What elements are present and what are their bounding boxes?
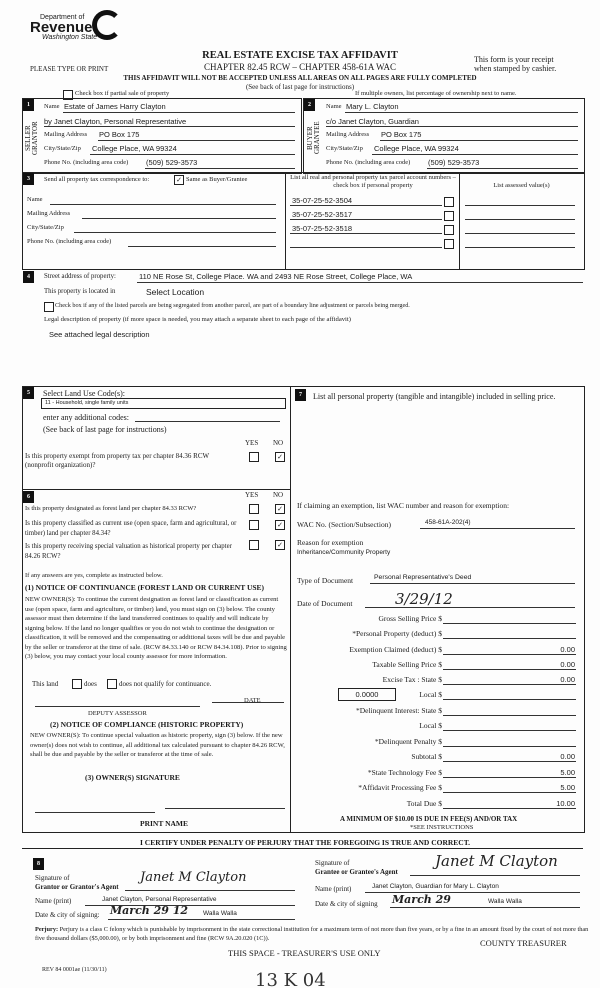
section-number-2: 2 xyxy=(304,99,315,111)
parcel-header: List all real and personal property tax parcel account numbers – check box if personal property xyxy=(290,174,456,189)
total-due-label: Total Due $ xyxy=(406,799,442,808)
reason-field[interactable]: Inheritance/Community Property xyxy=(297,549,391,556)
does-not-label: does not qualify for continuance. xyxy=(119,680,212,688)
compliance-title: (2) NOTICE OF COMPLIANCE (HISTORIC PROPERTY) xyxy=(50,720,244,729)
deputy-assessor-label: DEPUTY ASSESSOR xyxy=(88,710,147,717)
form-chapter: CHAPTER 82.45 RCW – CHAPTER 458-61A WAC xyxy=(204,62,396,72)
land-use-code-select[interactable]: 11 - Household, single family units xyxy=(41,398,286,409)
segregated-checkbox[interactable] xyxy=(44,302,54,312)
nonprofit-no-checkbox[interactable]: ✓ xyxy=(275,452,285,462)
corr-phone-label: Phone No. (including area code) xyxy=(27,238,112,245)
forest-no-checkbox[interactable]: ✓ xyxy=(275,504,285,514)
grantee-signature-label: Signature of xyxy=(315,859,350,867)
continuance-title: (1) NOTICE OF CONTINUANCE (FOREST LAND OR CURRENT USE) xyxy=(25,583,265,592)
current-use-yes-checkbox[interactable] xyxy=(249,520,259,530)
location-select[interactable]: Select Location xyxy=(146,287,205,297)
personal-property-deduct-label: *Personal Property (deduct) $ xyxy=(352,629,442,638)
buyer-name2-field[interactable]: c/o Janet Clayton, Guardian xyxy=(326,117,419,126)
exemption-claimed-field[interactable]: 0.00 xyxy=(560,645,575,654)
line xyxy=(290,247,442,248)
section-number-7: 7 xyxy=(295,389,306,401)
assessed-header: List assessed value(s) xyxy=(493,182,550,189)
section-number-3: 3 xyxy=(23,173,34,185)
does-qualify-checkbox[interactable] xyxy=(72,679,82,689)
section-number-4: 4 xyxy=(23,271,34,283)
personal-property-checkbox[interactable] xyxy=(444,239,454,249)
doc-type-label: Type of Document xyxy=(297,576,354,585)
forest-yes-checkbox[interactable] xyxy=(249,504,259,514)
line xyxy=(420,528,575,529)
located-in-label: This property is located in xyxy=(44,288,116,295)
personal-property-checkbox[interactable] xyxy=(444,197,454,207)
grantor-name-label: Name (print) xyxy=(35,897,72,905)
delinquent-interest-state-label: *Delinquent Interest: State $ xyxy=(355,706,442,715)
certify-statement: I CERTIFY UNDER PENALTY OF PERJURY THAT THE FOREGOING IS TRUE AND CORRECT. xyxy=(140,838,471,847)
historic-no-checkbox[interactable]: ✓ xyxy=(275,540,285,550)
additional-codes-field[interactable] xyxy=(135,421,280,422)
line xyxy=(145,168,295,169)
parcel-number[interactable]: 35-07-25-52-3518 xyxy=(292,224,353,233)
total-due-field[interactable]: 10.00 xyxy=(556,799,575,808)
assessed-value-field[interactable] xyxy=(465,233,575,234)
corr-address-label: Mailing Address xyxy=(27,210,71,217)
nonprofit-yes-checkbox[interactable] xyxy=(249,452,259,462)
seller-address-field[interactable]: PO Box 175 xyxy=(99,130,140,139)
buyer-phone-field[interactable]: (509) 529-3573 xyxy=(428,158,480,167)
current-use-no-checkbox[interactable]: ✓ xyxy=(275,520,285,530)
affidavit-processing-fee-label: *Affidavit Processing Fee $ xyxy=(358,783,442,792)
section-number-1: 1 xyxy=(23,99,34,111)
line xyxy=(90,154,295,155)
exemption-claimed-label: Exemption Claimed (deduct) $ xyxy=(349,645,442,654)
historic-yes-checkbox[interactable] xyxy=(249,540,259,550)
multiple-owners-note: If multiple owners, list percentage of ownership next to name. xyxy=(355,90,517,97)
divider xyxy=(22,848,583,849)
same-as-buyer-checkbox[interactable]: ✓ xyxy=(174,175,184,185)
segregated-label: Check box if any of the listed parcels are being segregated from another parcel, are part of a boundary line adjustment or parcels being merged. xyxy=(55,302,410,309)
divider xyxy=(285,172,286,269)
owner-signature-line[interactable] xyxy=(35,812,155,813)
owner-signature-title: (3) OWNER(S) SIGNATURE xyxy=(85,773,180,782)
warning-text: THIS AFFIDAVIT WILL NOT BE ACCEPTED UNLESS ALL AREAS ON ALL PAGES ARE FULLY COMPLETED xyxy=(123,74,477,82)
subtotal-field[interactable]: 0.00 xyxy=(560,752,575,761)
excise-local-label: Local $ xyxy=(419,690,442,699)
perjury-text: Perjury is a class C felony which is punishable by imprisonment in the state correctional institution for a maximum term of not more than five years, or by a fine in an amount fixed by the court of not more than five thousand dollars ($5,000.00), or by both imprisonment and fine (RCW 9A.20.020 (1C)). xyxy=(35,926,589,942)
affidavit-processing-fee-field[interactable]: 5.00 xyxy=(560,783,575,792)
legal-description-label: Legal description of property (if more space is needed, you may attach a separate sheet to each page of the affidavit) xyxy=(44,316,351,323)
grantee-name-field[interactable]: Janet Clayton, Guardian for Mary L. Clayton xyxy=(372,883,499,890)
buyer-address-label: Mailing Address xyxy=(326,131,370,138)
no-header: NO xyxy=(273,439,284,447)
yes-header: YES xyxy=(245,491,259,499)
state-technology-fee-field[interactable]: 5.00 xyxy=(560,768,575,777)
line xyxy=(410,875,580,876)
deputy-assessor-signature-line[interactable] xyxy=(35,706,200,707)
doc-date-label: Date of Document xyxy=(297,599,353,608)
seller-name-line xyxy=(63,112,295,113)
grantee-name-label: Name (print) xyxy=(315,885,352,893)
line xyxy=(290,233,442,234)
parcel-number[interactable]: 35-07-25-52-3504 xyxy=(292,196,353,205)
logo-revenue: Revenue xyxy=(30,19,93,36)
corr-city-field[interactable] xyxy=(74,232,276,233)
same-as-buyer-label: Same as Buyer/Grantee xyxy=(186,176,248,183)
grantor-signature[interactable]: Janet M Clayton xyxy=(140,870,247,885)
delinquent-penalty-label: *Delinquent Penalty $ xyxy=(374,737,442,746)
owner-signature-line[interactable] xyxy=(165,808,285,809)
line xyxy=(125,890,295,891)
current-use-question: Is this property classified as current use (open space, farm and agricultural, or timber) land per chapter 84.34? xyxy=(25,520,237,537)
seller-city-field[interactable]: College Place, WA 99324 xyxy=(92,144,177,153)
exemption-label: If claiming an exemption, list WAC number and reason for exemption: xyxy=(297,501,510,510)
wac-field[interactable]: 458-61A-202(4) xyxy=(425,519,471,526)
compliance-text: NEW OWNER(S): To continue special valuation as historic property, sign (3) below. If the new owner(s) does not wish to continue, all additional tax calculated pursuant to chapter 84.26 RCW, shall be due and payable by the seller or transferor at the time of sale. xyxy=(30,732,285,758)
assessed-value-field[interactable] xyxy=(465,219,575,220)
grantor-city-field[interactable]: Walla Walla xyxy=(203,910,237,917)
please-print: PLEASE TYPE OR PRINT xyxy=(30,65,109,73)
form-number: REV 84 0001ae (11/30/11) xyxy=(42,967,107,973)
minimum-due-note: A MINIMUM OF $10.00 IS DUE IN FEE(S) AND/OR TAX xyxy=(340,815,518,823)
excise-state-field[interactable]: 0.00 xyxy=(560,675,575,684)
if-yes-instructions: If any answers are yes, complete as instructed below. xyxy=(25,572,163,579)
buyer-grantee-label: BUYER GRANTEE xyxy=(306,121,321,155)
line xyxy=(290,205,442,206)
taxable-selling-price-field[interactable]: 0.00 xyxy=(560,660,575,669)
historic-question: Is this property receiving special valuation as historical property per chapter 84.26 RCW? xyxy=(25,543,232,560)
see-instructions-note: *SEE INSTRUCTIONS xyxy=(410,824,474,831)
personal-property-checkbox[interactable] xyxy=(444,211,454,221)
divider xyxy=(22,489,290,490)
buyer-city-label: City/State/Zip xyxy=(326,145,363,152)
yes-header: YES xyxy=(245,439,259,447)
logo-dept: Department of xyxy=(40,14,85,21)
buyer-name-label: Name xyxy=(326,103,342,110)
grantee-signature[interactable]: Janet M Clayton xyxy=(435,852,558,870)
forest-land-question: Is this property designated as forest land per chapter 84.33 RCW? xyxy=(25,505,197,512)
buyer-phone-label: Phone No. (including area code) xyxy=(326,159,411,166)
does-label: does xyxy=(84,680,97,688)
send-correspondence-label: Send all property tax correspondence to: xyxy=(44,176,150,183)
subtotal-label: Subtotal $ xyxy=(411,752,442,761)
line xyxy=(98,140,295,141)
section-number-6: 6 xyxy=(23,491,34,503)
no-header: NO xyxy=(273,491,284,499)
seller-name2-line xyxy=(44,126,295,127)
line xyxy=(137,282,583,283)
grantor-date-label: Date & city of signing: xyxy=(35,911,100,919)
nonprofit-question: Is this property exempt from property tax per chapter 84.36 RCW (nonprofit organization)? xyxy=(25,452,209,469)
logo-state: Washington State xyxy=(42,34,98,41)
divider xyxy=(290,386,291,832)
date-label: DATE xyxy=(244,697,261,704)
logo-swirl-icon xyxy=(92,10,122,40)
seller-phone-label: Phone No. (including area code) xyxy=(44,159,129,166)
additional-codes-label: enter any additional codes: xyxy=(43,413,129,422)
grantor-signature-label: Signature of xyxy=(35,874,70,882)
line xyxy=(290,219,442,220)
line xyxy=(372,154,578,155)
print-name-label: PRINT NAME xyxy=(140,819,188,828)
receipt-note-2: when stamped by cashier. xyxy=(474,64,557,73)
delinquent-interest-local-label: Local $ xyxy=(419,721,442,730)
corr-name-field[interactable] xyxy=(50,204,276,205)
line xyxy=(390,907,580,908)
grantee-date-field[interactable]: March 29 xyxy=(392,893,451,906)
seller-address-label: Mailing Address xyxy=(44,131,88,138)
grantee-city-field[interactable]: Walla Walla xyxy=(488,898,522,905)
seller-name-label: Name xyxy=(44,103,60,110)
excise-state-label: Excise Tax : State $ xyxy=(382,675,442,684)
seller-phone-field[interactable]: (509) 529-3573 xyxy=(146,158,198,167)
grantor-name-field[interactable]: Janet Clayton, Personal Representative xyxy=(102,896,217,903)
grantor-date-field[interactable]: March 29 12 xyxy=(110,904,189,917)
see-back-instructions: (See back of last page for instructions) xyxy=(43,425,167,434)
personal-property-checkbox[interactable] xyxy=(444,225,454,235)
seller-city-label: City/State/Zip xyxy=(44,145,81,152)
state-technology-fee-label: *State Technology Fee $ xyxy=(367,768,442,777)
gross-selling-price-label: Gross Selling Price $ xyxy=(378,614,442,623)
perjury-label: Perjury: xyxy=(35,926,59,933)
grantee-agent-label: Grantee or Grantee's Agent xyxy=(315,868,398,876)
buyer-address-field[interactable]: PO Box 175 xyxy=(381,130,422,139)
receipt-note-1: This form is your receipt xyxy=(474,55,554,64)
see-back-note: (See back of last page for instructions) xyxy=(245,83,355,91)
line xyxy=(365,607,575,608)
grantor-agent-label: Grantor or Grantor's Agent xyxy=(35,883,119,891)
doc-type-field[interactable]: Personal Representative's Deed xyxy=(374,574,472,581)
buyer-name-field[interactable]: Mary L. Clayton xyxy=(346,102,399,111)
section-number-5: 5 xyxy=(23,387,34,399)
corr-city-label: City/State/Zip xyxy=(27,224,64,231)
continuance-text: NEW OWNER(S): To continue the current designation as forest land or classification as current use (open space, farm and agriculture, or timber) land, you must sign on (3) below. The county assessor must then determine if the land transferred continues to qualify and will indicate by signing below. If the land no longer qualifies or you do not wish to continue the designation or classification, it will be removed and the compensating or additional taxes will be due and payable by the seller or transferor at the time of sale. (RCW 84.33.140 or RCW 84.34.108). Prior to signing (3) below, you may contact your local county assessor for more information. xyxy=(25,596,287,660)
handwritten-treasurer-mark: 13 K 04 xyxy=(255,970,326,988)
corr-address-field[interactable] xyxy=(82,218,276,219)
personal-property-label: List all personal property (tangible and intangible) included in selling price. xyxy=(313,392,556,401)
seller-grantor-label: SELLER GRANTOR xyxy=(24,121,39,155)
this-land-label: This land xyxy=(32,680,59,688)
line xyxy=(326,126,578,127)
doc-date-field[interactable]: 3/29/12 xyxy=(395,590,453,608)
corr-name-label: Name xyxy=(27,196,43,203)
county-treasurer-label: COUNTY TREASURER xyxy=(480,938,567,948)
form-title: REAL ESTATE EXCISE TAX AFFIDAVIT xyxy=(202,50,398,61)
line xyxy=(345,112,578,113)
line xyxy=(370,583,575,584)
line xyxy=(380,140,578,141)
dor-logo xyxy=(30,14,97,41)
line xyxy=(108,919,295,920)
seller-name-field[interactable]: Estate of James Harry Clayton xyxy=(64,102,166,111)
section-number-8: 8 xyxy=(33,858,44,870)
seller-name2-field[interactable]: by Janet Clayton, Personal Representative xyxy=(44,117,187,126)
parcel-number[interactable]: 35-07-25-52-3517 xyxy=(292,210,353,219)
assessed-value-field[interactable] xyxy=(465,247,575,248)
land-use-label: Select Land Use Code(s): xyxy=(43,389,125,398)
reason-label: Reason for exemption xyxy=(297,538,364,547)
buyer-city-field[interactable]: College Place, WA 99324 xyxy=(374,144,459,153)
does-not-qualify-checkbox[interactable] xyxy=(107,679,117,689)
local-rate-field[interactable]: 0.0000 xyxy=(338,688,396,701)
treasurer-space-label: THIS SPACE - TREASURER'S USE ONLY xyxy=(228,948,381,958)
line xyxy=(427,168,578,169)
grantee-date-label: Date & city of signing xyxy=(315,900,378,908)
assessed-value-field[interactable] xyxy=(465,205,575,206)
partial-sale-label: Check box if partial sale of property xyxy=(75,90,170,97)
street-address-field[interactable]: 110 NE Rose St, College Place. WA and 2493 NE Rose Street, College Place, WA xyxy=(139,272,413,281)
wac-label: WAC No. (Section/Subsection) xyxy=(297,520,391,529)
street-address-label: Street address of property: xyxy=(44,273,116,280)
corr-phone-field[interactable] xyxy=(128,246,276,247)
taxable-selling-price-label: Taxable Selling Price $ xyxy=(372,660,442,669)
legal-description-field[interactable]: See attached legal description xyxy=(49,330,150,339)
